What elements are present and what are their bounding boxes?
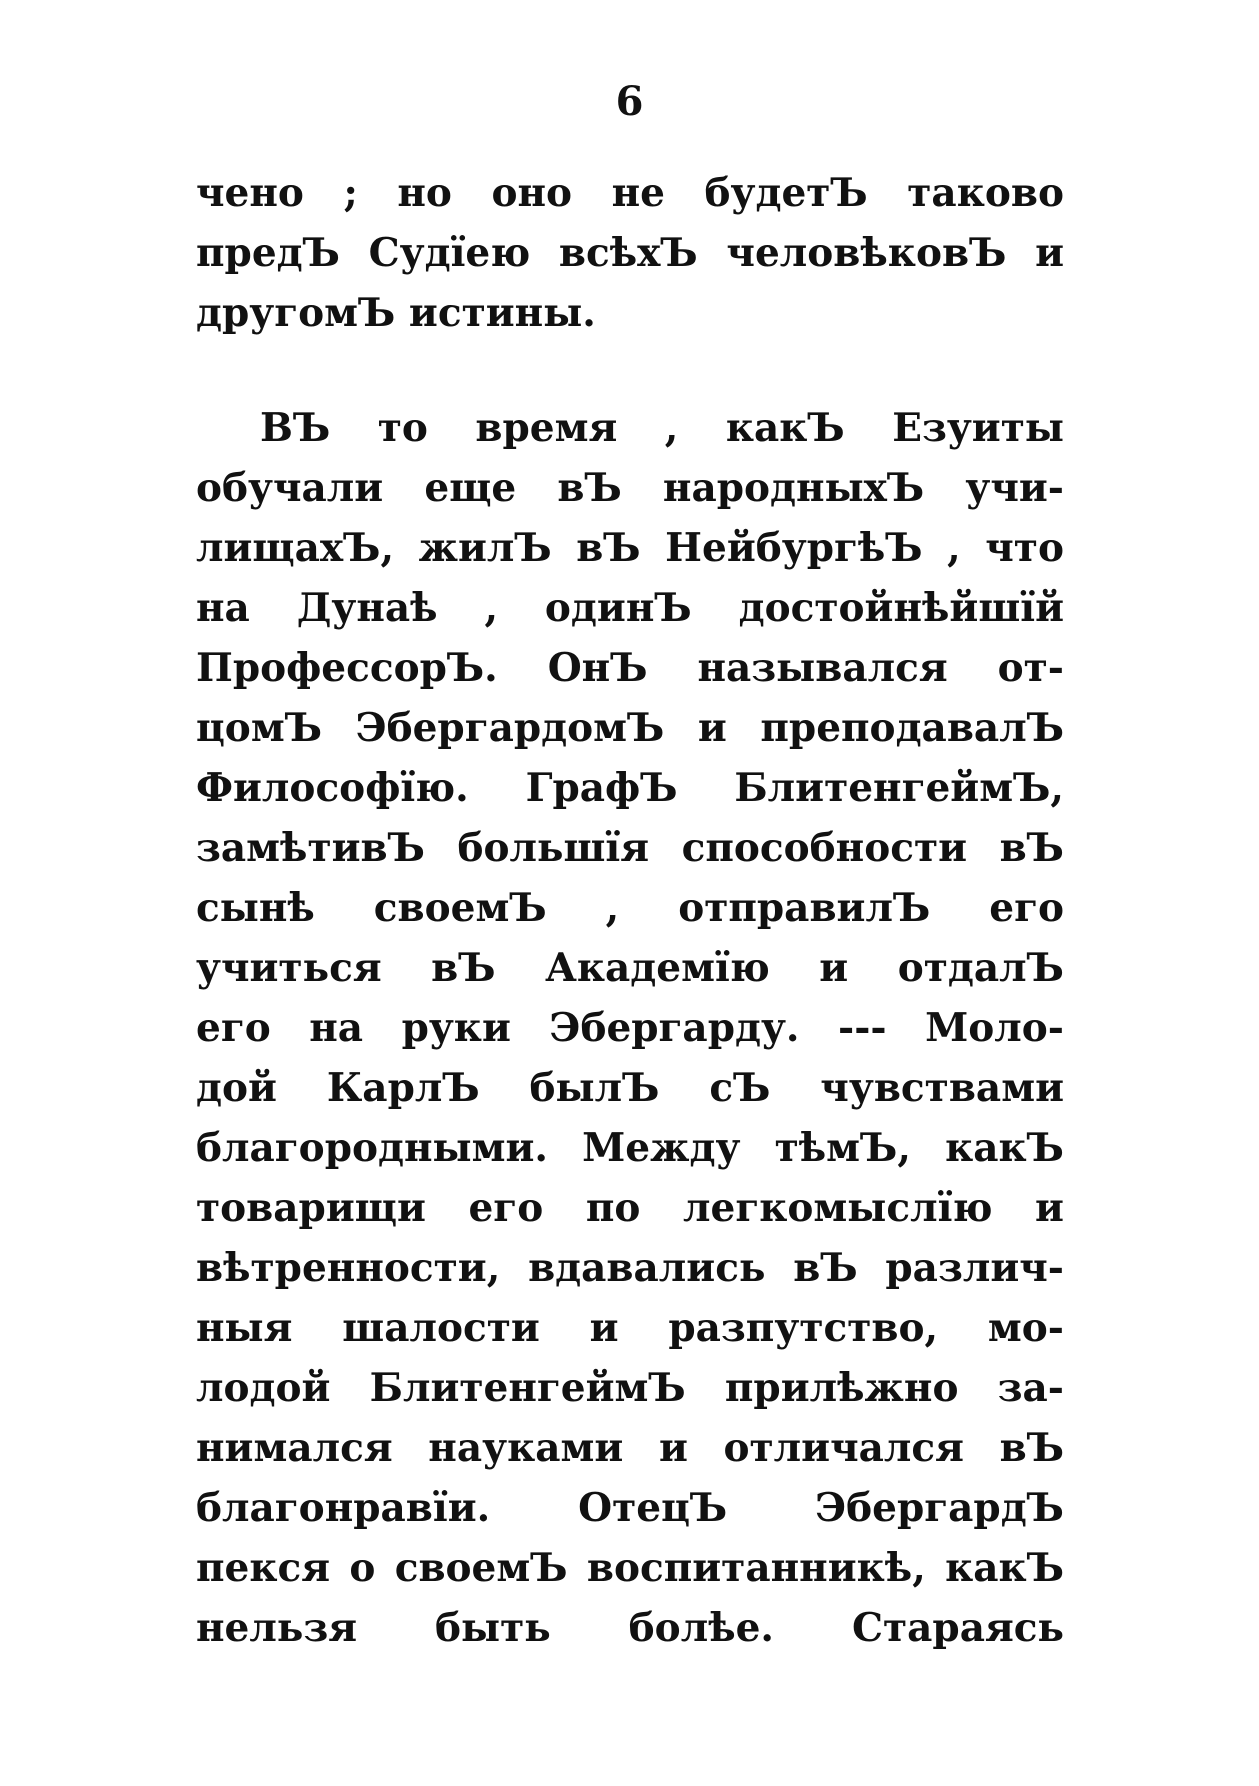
text-line: ПрофессорЪ. ОнЪ назывался от-	[196, 645, 1064, 691]
text-line: предЪ Судїею всѣхЪ человѣковЪ и	[196, 230, 1064, 276]
text-line: цомЪ ЭбергардомЪ и преподавалЪ	[196, 705, 1064, 751]
text-line: чено ; но оно не будетЪ таково	[196, 170, 1064, 216]
paragraph-1	[196, 163, 1064, 343]
text-line: обучали еще вЪ народныхЪ учи-	[196, 465, 1064, 511]
text-line: нельзя быть болѣе. Стараясь	[196, 1605, 1064, 1651]
page-number: 6	[615, 78, 644, 125]
text-line: ныя шалости и разпутство, мо-	[196, 1305, 1064, 1351]
text-line: пекся о своемЪ воспитанникѣ, какЪ	[196, 1545, 1064, 1591]
text-line: дой КарлЪ былЪ сЪ чувствами	[196, 1065, 1064, 1111]
text-line: на Дунаѣ , одинЪ достойнѣйшїй	[196, 585, 1064, 631]
text-line: нимался науками и отличался вЪ	[196, 1425, 1064, 1471]
text-line: его на руки Эбергарду. --- Моло-	[196, 1005, 1064, 1051]
text-line: другомЪ истины.	[196, 290, 596, 336]
text-line: сынѣ своемЪ , отправилЪ его	[196, 885, 1064, 931]
text-line: Философїю. ГрафЪ БлитенгеймЪ,	[196, 765, 1064, 811]
text-line: лищахЪ, жилЪ вЪ НейбургѣЪ , что	[196, 525, 1064, 571]
text-line: замѣтивЪ большїя способности вЪ	[196, 825, 1064, 871]
text-line: ВЪ то время , какЪ Езуиты	[260, 405, 1064, 451]
text-line: товарищи его по легкомыслїю и	[196, 1185, 1064, 1231]
text-line: лодой БлитенгеймЪ прилѣжно за-	[196, 1365, 1064, 1411]
text-line: благонравїи. ОтецЪ ЭбергардЪ	[196, 1485, 1064, 1531]
paragraph-2	[196, 398, 1064, 1658]
text-line: учиться вЪ Академїю и отдалЪ	[196, 945, 1064, 991]
text-line: благородными. Между тѣмЪ, какЪ	[196, 1125, 1064, 1171]
text-line: вѣтренности, вдавались вЪ различ-	[196, 1245, 1064, 1291]
